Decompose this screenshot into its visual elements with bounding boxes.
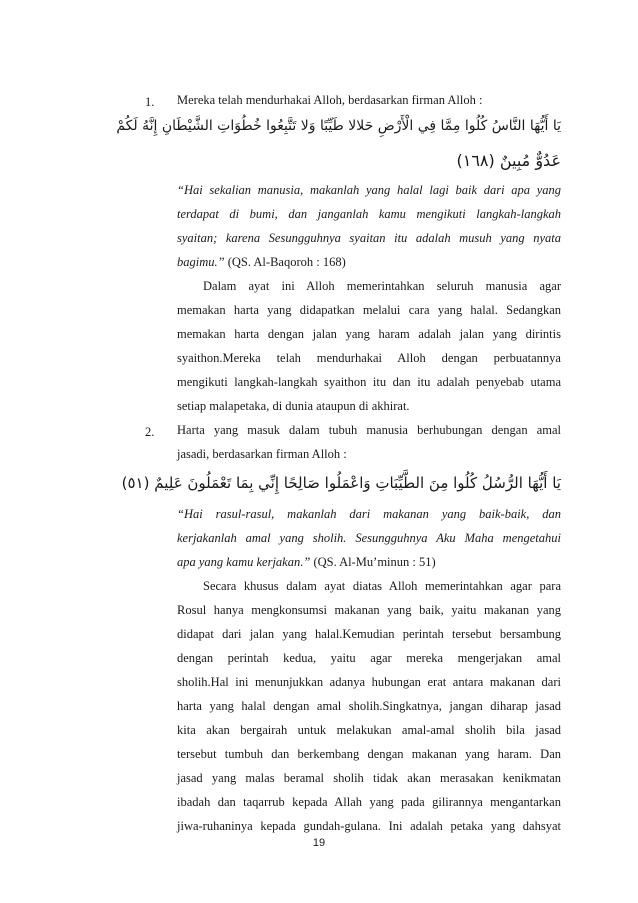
paragraph-line: ibadah dan taqarrub kepada Allah yang pada gilirannya mengantarkan <box>177 795 561 809</box>
paragraph-line: memakan harta yang didapatkan melalui cara yang halal. Sedangkan <box>177 303 561 317</box>
list-number-2: 2. <box>145 425 155 439</box>
arabic-verse-line1: يَا أَيُّهَا النَّاسُ كُلُوا مِمَّا فِي الْأَرْضِ حَلالا طَيِّبًا وَلا تَتَّبِعُوا خُطُوَاتِ الشَّيْطَانِ إِنَّهُ لَكُمْ <box>116 118 561 134</box>
translation-last-line <box>177 253 561 271</box>
arabic-verse-line2: عَدُوٌّ مُبِينٌ (١٦٨) <box>456 151 561 170</box>
paragraph-line: memakan harta dengan jalan yang haram adalah jalan yang dirintis <box>177 327 561 341</box>
translation-line: “Hai sekalian manusia, makanlah yang halal lagi baik dari apa yang <box>177 183 561 197</box>
translation-line: syaitan; karena Sesungguhnya syaitan itu adalah musuh yang nyata <box>177 231 561 245</box>
translation-end: apa yang kamu kerjakan.” <box>177 555 311 569</box>
paragraph-line: tersebut tumbuh dan berkembang dengan makanan yang haram. Dan <box>177 747 561 761</box>
translation-last-line <box>177 553 561 571</box>
paragraph-line: sholih.Hal ini menunjukkan adanya hubungan erat antara makanan dari <box>177 675 561 689</box>
arabic-verse: يَا أَيُّهَا الرُّسُلُ كُلُوا مِنَ الطَّيِّبَاتِ وَاعْمَلُوا صَالِحًا إِنِّي بِمَا تَعْمَلُونَ عَلِيمٌ (٥١) <box>121 474 561 492</box>
item1-intro: Mereka telah mendurhakai Alloh, berdasarkan firman Alloh : <box>177 93 483 107</box>
paragraph-line: Secara khusus dalam ayat diatas Alloh memerintahkan agar para <box>203 579 561 593</box>
page-number: 19 <box>312 837 326 849</box>
paragraph-line: didapat dari jalan yang halal.Kemudian perintah tersebut bersambung <box>177 627 561 641</box>
paragraph-line: jiwa-ruhaninya kepada gundah-gulana. Ini adalah petaka yang dahsyat <box>177 819 561 833</box>
item2-intro-line: jasadi, berdasarkan firman Alloh : <box>177 447 347 461</box>
paragraph-line: harta yang halal dengan amal sholih.Singkatnya, jangan diharap jasad <box>177 699 561 713</box>
paragraph-line: dengan perintah kedua, yaitu agar mereka mengerjakan amal <box>177 651 561 665</box>
paragraph-last-line: setiap malapetaka, di dunia ataupun di akhirat. <box>177 399 410 413</box>
paragraph-line: kita akan bergairah untuk melakukan amal-amal sholih bila jasad <box>177 723 561 737</box>
translation-line: terdapat di bumi, dan janganlah kamu mengikuti langkah-langkah <box>177 207 561 221</box>
translation-line: kerjakanlah amal yang sholih. Sesungguhnya Aku Maha mengetahui <box>177 531 561 545</box>
translation-end: bagimu.” <box>177 255 225 269</box>
verse-reference: (QS. Al-Mu’minun : 51) <box>310 555 436 569</box>
list-number-1: 1. <box>145 95 155 109</box>
paragraph-line: jasad yang malas beramal sholih tidak akan merasakan kenikmatan <box>177 771 561 785</box>
verse-reference: (QS. Al-Baqoroh : 168) <box>224 255 346 269</box>
translation-line: “Hai rasul-rasul, makanlah dari makanan yang baik-baik, dan <box>177 507 561 521</box>
paragraph-line: syaithon.Mereka telah mendurhakai Alloh dengan perbuatannya <box>177 351 561 365</box>
paragraph-line: Dalam ayat ini Alloh memerintahkan seluruh manusia agar <box>203 279 561 293</box>
paragraph-line: mengikuti langkah-langkah syaithon itu dan itu adalah penyebab utama <box>177 375 561 389</box>
paragraph-line: Rosul hanya mengkonsumsi makanan yang baik, yaitu makanan yang <box>177 603 561 617</box>
item2-intro-line: Harta yang masuk dalam tubuh manusia berhubungan dengan amal <box>177 423 561 437</box>
